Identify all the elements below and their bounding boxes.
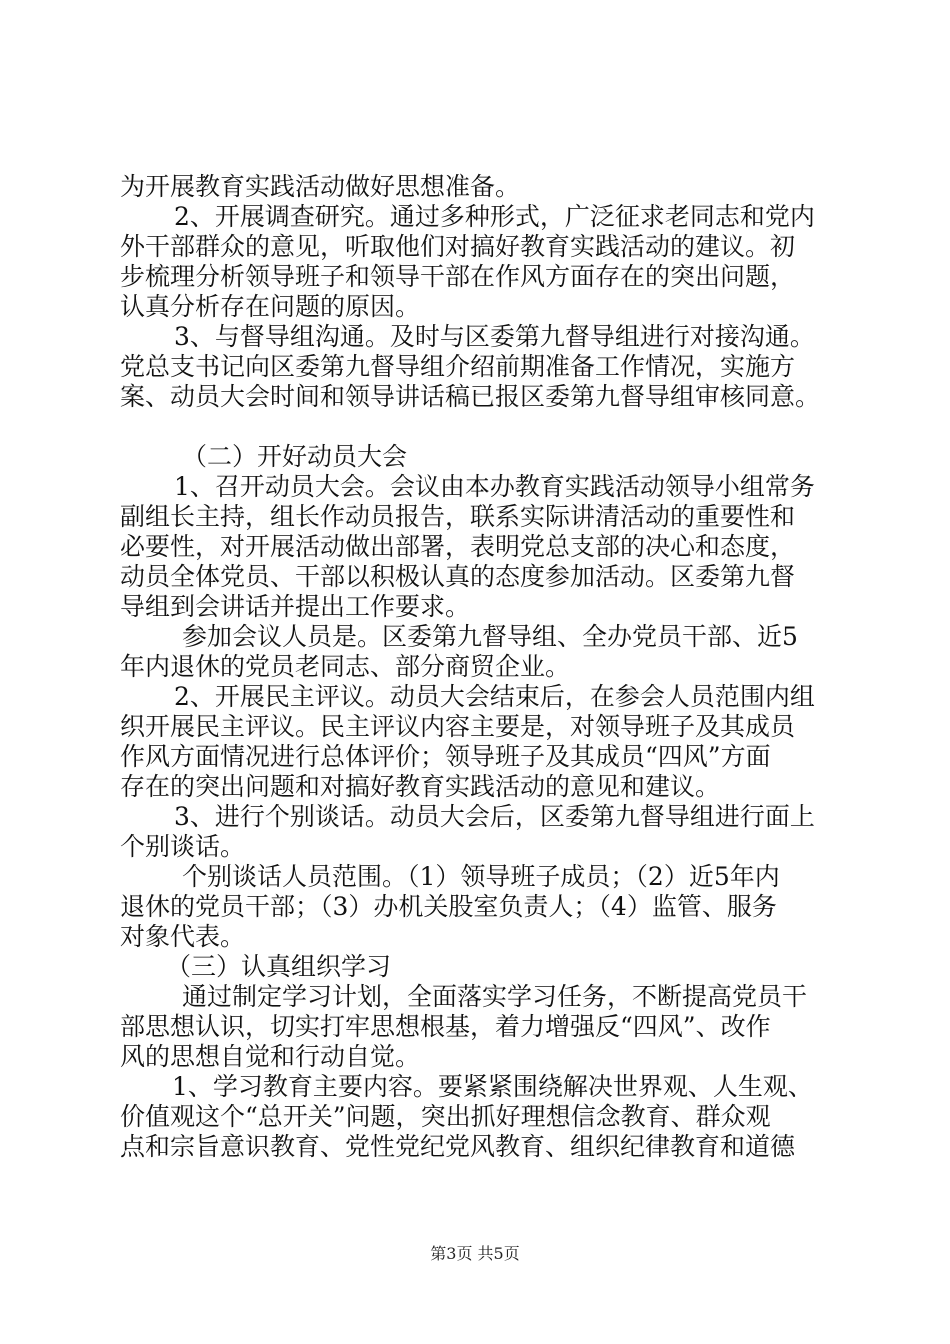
document-body <box>120 172 840 1162</box>
paragraph-line: 外干部群众的意见，听取他们对搞好教育实践活动的建议。初 <box>120 232 796 261</box>
paragraph-line: 作风方面情况进行总体评价；领导班子及其成员“四风”方面 <box>120 742 771 771</box>
section-heading: （三）认真组织学习 <box>166 952 392 981</box>
paragraph-line: 价值观这个“总开关”问题，突出抓好理想信念教育、群众观 <box>120 1102 771 1131</box>
paragraph-line: 退休的党员干部；（3）办机关股室负责人；（4）监管、服务 <box>120 892 777 921</box>
paragraph-line: 1、召开动员大会。会议由本办教育实践活动领导小组常务 <box>174 472 815 501</box>
paragraph-line: 必要性，对开展活动做出部署，表明党总支部的决心和态度， <box>120 532 796 561</box>
paragraph-line: 党总支书记向区委第九督导组介绍前期准备工作情况，实施方 <box>120 352 796 381</box>
paragraph-line: 个别谈话人员范围。（1）领导班子成员；（2）近5年内 <box>182 862 780 891</box>
paragraph-line: 1、学习教育主要内容。要紧紧围绕解决世界观、人生观、 <box>172 1072 813 1101</box>
paragraph-line: 织开展民主评议。民主评议内容主要是，对领导班子及其成员 <box>120 712 796 741</box>
paragraph-line: 点和宗旨意识教育、党性党纪党风教育、组织纪律教育和道德 <box>120 1132 796 1161</box>
paragraph-line: 3、与督导组沟通。及时与区委第九督导组进行对接沟通。 <box>174 322 815 351</box>
paragraph-line: 参加会议人员是。区委第九督导组、全办党员干部、近5 <box>182 622 798 651</box>
paragraph-line: 2、开展民主评议。动员大会结束后，在参会人员范围内组 <box>174 682 815 711</box>
paragraph-line: 认真分析存在问题的原因。 <box>120 292 421 321</box>
paragraph-line: 为开展教育实践活动做好思想准备。 <box>120 172 521 201</box>
paragraph-line: 存在的突出问题和对搞好教育实践活动的意见和建议。 <box>120 772 721 801</box>
paragraph-line: 个别谈话。 <box>120 832 246 861</box>
section-heading: （二）开好动员大会 <box>182 442 408 471</box>
paragraph-line: 年内退休的党员老同志、部分商贸企业。 <box>120 652 571 681</box>
paragraph-line: 步梳理分析领导班子和领导干部在作风方面存在的突出问题， <box>120 262 796 291</box>
paragraph-line: 通过制定学习计划，全面落实学习任务，不断提高党员干 <box>182 982 808 1011</box>
paragraph-line: 对象代表。 <box>120 922 246 951</box>
paragraph-line: 部思想认识，切实打牢思想根基，着力增强反“四风”、改作 <box>120 1012 771 1041</box>
paragraph-line: 导组到会讲话并提出工作要求。 <box>120 592 471 621</box>
paragraph-line: 案、动员大会时间和领导讲话稿已报区委第九督导组审核同意。 <box>120 382 821 411</box>
paragraph-line: 风的思想自觉和行动自觉。 <box>120 1042 421 1071</box>
paragraph-line: 动员全体党员、干部以积极认真的态度参加活动。区委第九督 <box>120 562 796 591</box>
page-number-footer: 第3页 共5页 <box>430 1244 520 1263</box>
paragraph-line: 3、进行个别谈话。动员大会后，区委第九督导组进行面上 <box>174 802 815 831</box>
paragraph-line: 副组长主持，组长作动员报告，联系实际讲清活动的重要性和 <box>120 502 796 531</box>
paragraph-line: 2、开展调查研究。通过多种形式，广泛征求老同志和党内 <box>174 202 815 231</box>
